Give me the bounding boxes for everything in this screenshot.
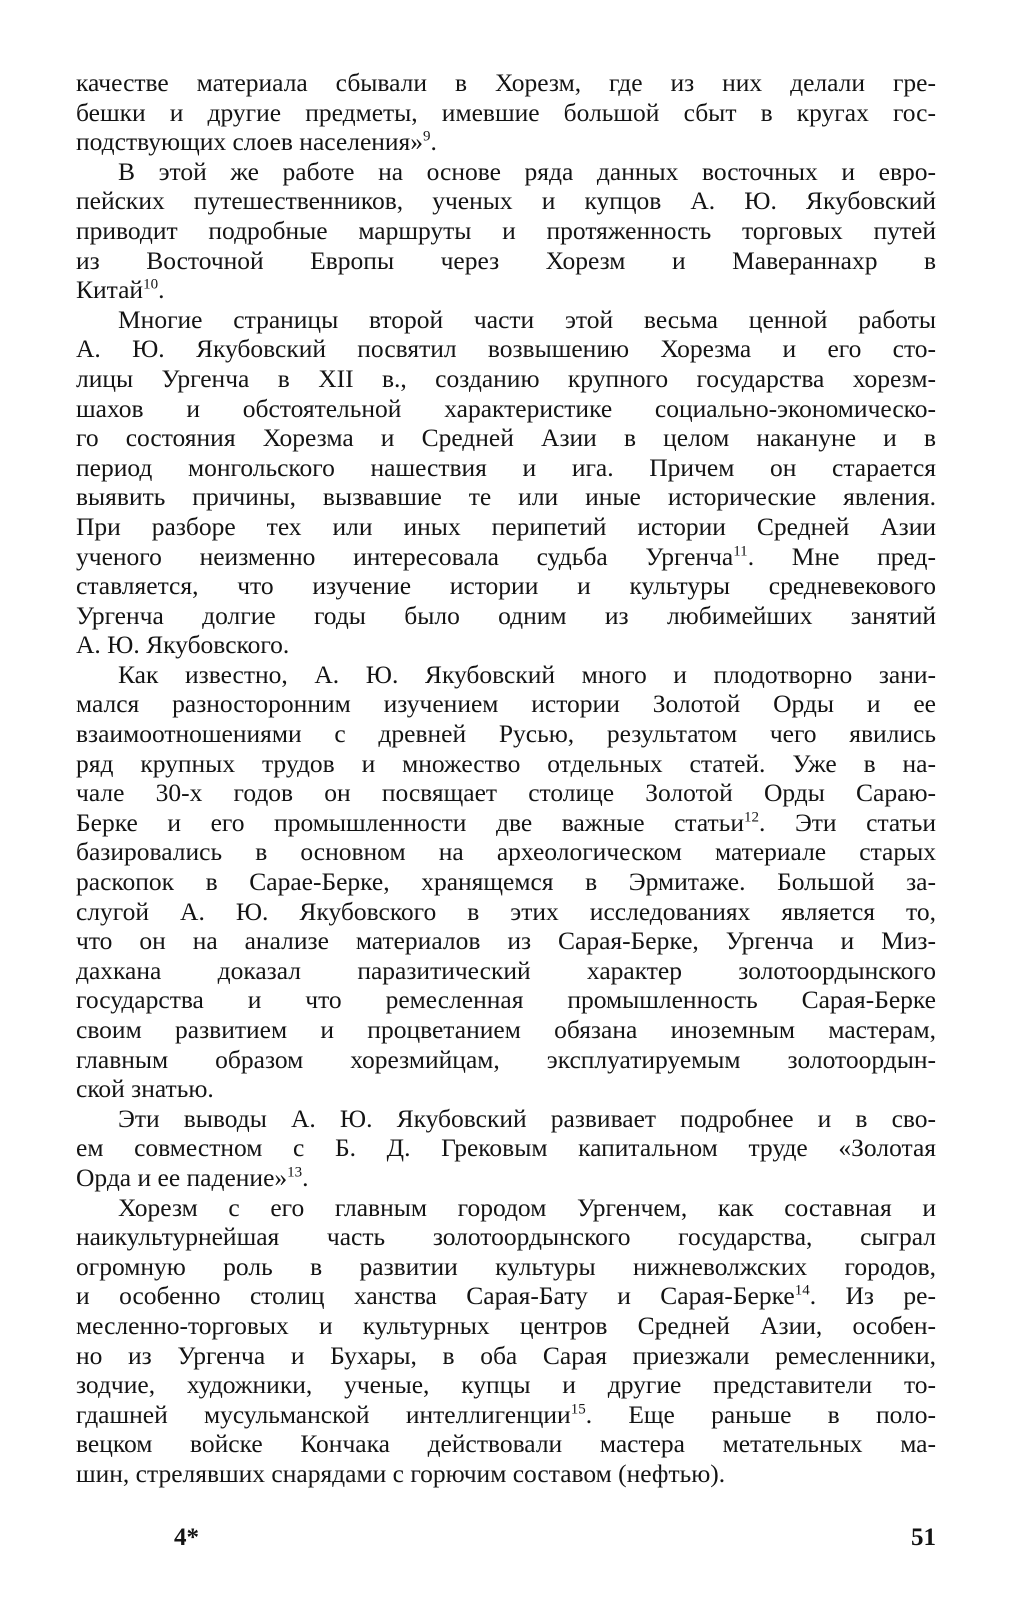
text-line <box>76 1045 936 1075</box>
text-line <box>76 601 936 631</box>
line-text: го состояния Хорезма и Средней Азии в целом накануне и в <box>76 423 936 453</box>
line-text-after: . Еще раньше в поло- <box>585 1399 936 1429</box>
line-text: Берке и его промышленности две важные статьи <box>76 807 744 837</box>
line-text: что он на анализе материалов из Сарая-Берке, Ургенча и Миз- <box>76 926 936 956</box>
line-text: огромную роль в развитии культуры нижневолжских городов, <box>76 1251 936 1281</box>
line-text: мался разносторонним изучением истории Золотой Орды и ее <box>76 689 936 719</box>
line-text: главным образом хорезмийцам, эксплуатируемым золотоордын- <box>76 1044 936 1074</box>
text-line <box>76 808 936 838</box>
footnote-ref: 9 <box>423 128 431 145</box>
signature-mark: 4* <box>174 1524 199 1551</box>
paragraph <box>76 157 936 305</box>
line-text: вецком войске Кончака действовали мастера метательных ма- <box>76 1429 936 1459</box>
line-text: ставляется, что изучение истории и культуры средневекового <box>76 571 936 601</box>
text-line <box>76 68 936 98</box>
text-line <box>76 512 936 542</box>
footnote-ref: 11 <box>733 543 748 559</box>
text-line <box>76 985 936 1015</box>
paragraph <box>76 660 936 1104</box>
line-text: раскопок в Сарае-Берке, хранящемся в Эрмитаже. Большой за- <box>76 867 936 897</box>
text-line <box>76 719 936 749</box>
line-text-after: . Мне пред- <box>747 541 936 571</box>
paragraph <box>76 305 936 660</box>
footnote-ref: 12 <box>743 809 759 826</box>
text-line <box>76 867 936 897</box>
line-text: Многие страницы второй части этой весьма ценной работы <box>118 304 936 334</box>
page-body <box>76 68 936 1489</box>
paragraph <box>76 1193 936 1489</box>
text-line <box>76 246 936 276</box>
text-line <box>76 1370 936 1400</box>
text-line <box>76 1311 936 1341</box>
text-line <box>76 689 936 719</box>
footnote-ref: 10 <box>143 276 159 293</box>
text-line <box>76 98 936 128</box>
text-line <box>76 1459 936 1489</box>
line-text: Эти выводы А. Ю. Якубовский развивает подробнее и в сво- <box>118 1103 936 1133</box>
line-text: зодчие, художники, ученые, купцы и другие представители то- <box>76 1370 936 1400</box>
text-line <box>76 305 936 335</box>
text-line <box>76 1015 936 1045</box>
line-text-after: . <box>302 1162 309 1192</box>
paragraph <box>76 1104 936 1193</box>
line-text-after: . Эти статьи <box>758 807 936 837</box>
line-text: государства и что ремесленная промышленность Сарая-Берке <box>76 985 936 1015</box>
line-text: Орда и ее падение» <box>76 1162 288 1192</box>
text-line <box>76 1074 936 1104</box>
text-line <box>76 926 936 956</box>
text-line <box>76 394 936 424</box>
text-line <box>76 482 936 512</box>
line-text: период монгольского нашествия и ига. Причем он старается <box>76 452 936 482</box>
text-line <box>76 1341 936 1371</box>
line-text: но из Ургенча и Бухары, в оба Сарая приезжали ремесленники, <box>76 1340 936 1370</box>
text-line <box>76 334 936 364</box>
text-line <box>76 1429 936 1459</box>
line-text: ряд крупных трудов и множество отдельных статей. Уже в на- <box>76 748 936 778</box>
text-line <box>76 660 936 690</box>
text-line <box>76 630 936 660</box>
line-text: наикультурнейшая часть золотоордынского государства, сыграл <box>76 1222 936 1252</box>
text-line <box>76 1133 936 1163</box>
line-text: своим развитием и процветанием обязана иноземным мастерам, <box>76 1015 936 1044</box>
line-text: шин, стрелявших снарядами с горючим составом (нефтью). <box>76 1458 726 1488</box>
text-line <box>76 157 936 187</box>
line-text: бешки и другие предметы, имевшие большой сбыт в кругах гос- <box>76 97 936 127</box>
line-text: подствующих слоев населения» <box>76 127 424 157</box>
line-text: взаимоотношениями с древней Русью, результатом чего явились <box>76 719 936 749</box>
text-line <box>76 1163 936 1193</box>
text-line <box>76 749 936 779</box>
line-text: выявить причины, вызвавшие те или иные исторические явления. <box>76 482 936 512</box>
text-line <box>76 1193 936 1223</box>
line-text: Хорезм с его главным городом Ургенчем, как составная и <box>118 1192 936 1222</box>
footnote-ref: 13 <box>287 1164 303 1181</box>
page-footer <box>76 1524 936 1558</box>
line-text: А. Ю. Якубовский посвятил возвышению Хорезма и его сто- <box>76 334 936 364</box>
text-line <box>76 275 936 305</box>
line-text: шахов и обстоятельной характеристике социально-экономическо- <box>76 393 936 423</box>
text-line <box>76 1400 936 1430</box>
text-line <box>76 364 936 394</box>
text-line <box>76 1222 936 1252</box>
text-line <box>76 956 936 986</box>
line-text: чале 30-х годов он посвящает столице Золотой Орды Сараю- <box>76 778 936 808</box>
line-text: ем совместном с Б. Д. Грековым капитальном труде «Золотая <box>76 1133 936 1163</box>
line-text: В этой же работе на основе ряда данных восточных и евро- <box>118 156 936 186</box>
line-text: лицы Ургенча в XII в., созданию крупного государства хорезм- <box>76 363 936 393</box>
line-text: Как известно, А. Ю. Якубовский много и плодотворно зани- <box>118 659 936 689</box>
line-text: месленно-торговых и культурных центров Средней Азии, особен- <box>76 1310 936 1340</box>
line-text: Китай <box>76 275 144 305</box>
paragraph <box>76 68 936 157</box>
line-text: Ургенча долгие годы было одним из любимейших занятий <box>76 600 936 630</box>
text-line <box>76 453 936 483</box>
text-line <box>76 127 936 157</box>
text-line <box>76 216 936 246</box>
footnote-ref: 14 <box>794 1282 810 1299</box>
text-line <box>76 423 936 453</box>
text-line <box>76 542 936 572</box>
line-text-after: . <box>430 127 437 157</box>
text-line <box>76 1252 936 1282</box>
text-line <box>76 186 936 216</box>
line-text: ской знатью. <box>76 1074 214 1104</box>
line-text: дахкана доказал паразитический характер золотоордынского <box>76 955 936 985</box>
line-text: и особенно столиц ханства Сарая-Бату и Сарая-Берке <box>76 1281 795 1311</box>
line-text: из Восточной Европы через Хорезм и Мавераннахр в <box>76 245 936 275</box>
line-text: А. Ю. Якубовского. <box>76 630 290 660</box>
line-text-after: . Из ре- <box>809 1281 936 1311</box>
text-line <box>76 837 936 867</box>
text-line <box>76 571 936 601</box>
line-text: слугой А. Ю. Якубовского в этих исследованиях является то, <box>76 896 936 926</box>
text-line <box>76 1281 936 1311</box>
line-text: гдашней мусульманской интеллигенции <box>76 1399 571 1429</box>
line-text: качестве материала сбывали в Хорезм, где из них делали гре- <box>76 68 936 97</box>
text-line <box>76 778 936 808</box>
line-text: приводит подробные маршруты и протяженность торговых путей <box>76 215 936 245</box>
line-text-after: . <box>158 275 165 305</box>
line-text: ученого неизменно интересовала судьба Ургенча <box>76 541 734 571</box>
line-text: пейских путешественников, ученых и купцов А. Ю. Якубовский <box>76 186 936 216</box>
line-text: При разборе тех или иных перипетий истории Средней Азии <box>76 511 936 541</box>
page-number: 51 <box>911 1524 936 1551</box>
text-line <box>76 897 936 927</box>
text-line <box>76 1104 936 1134</box>
footnote-ref: 15 <box>570 1401 586 1418</box>
line-text: базировались в основном на археологическом материале старых <box>76 837 936 867</box>
